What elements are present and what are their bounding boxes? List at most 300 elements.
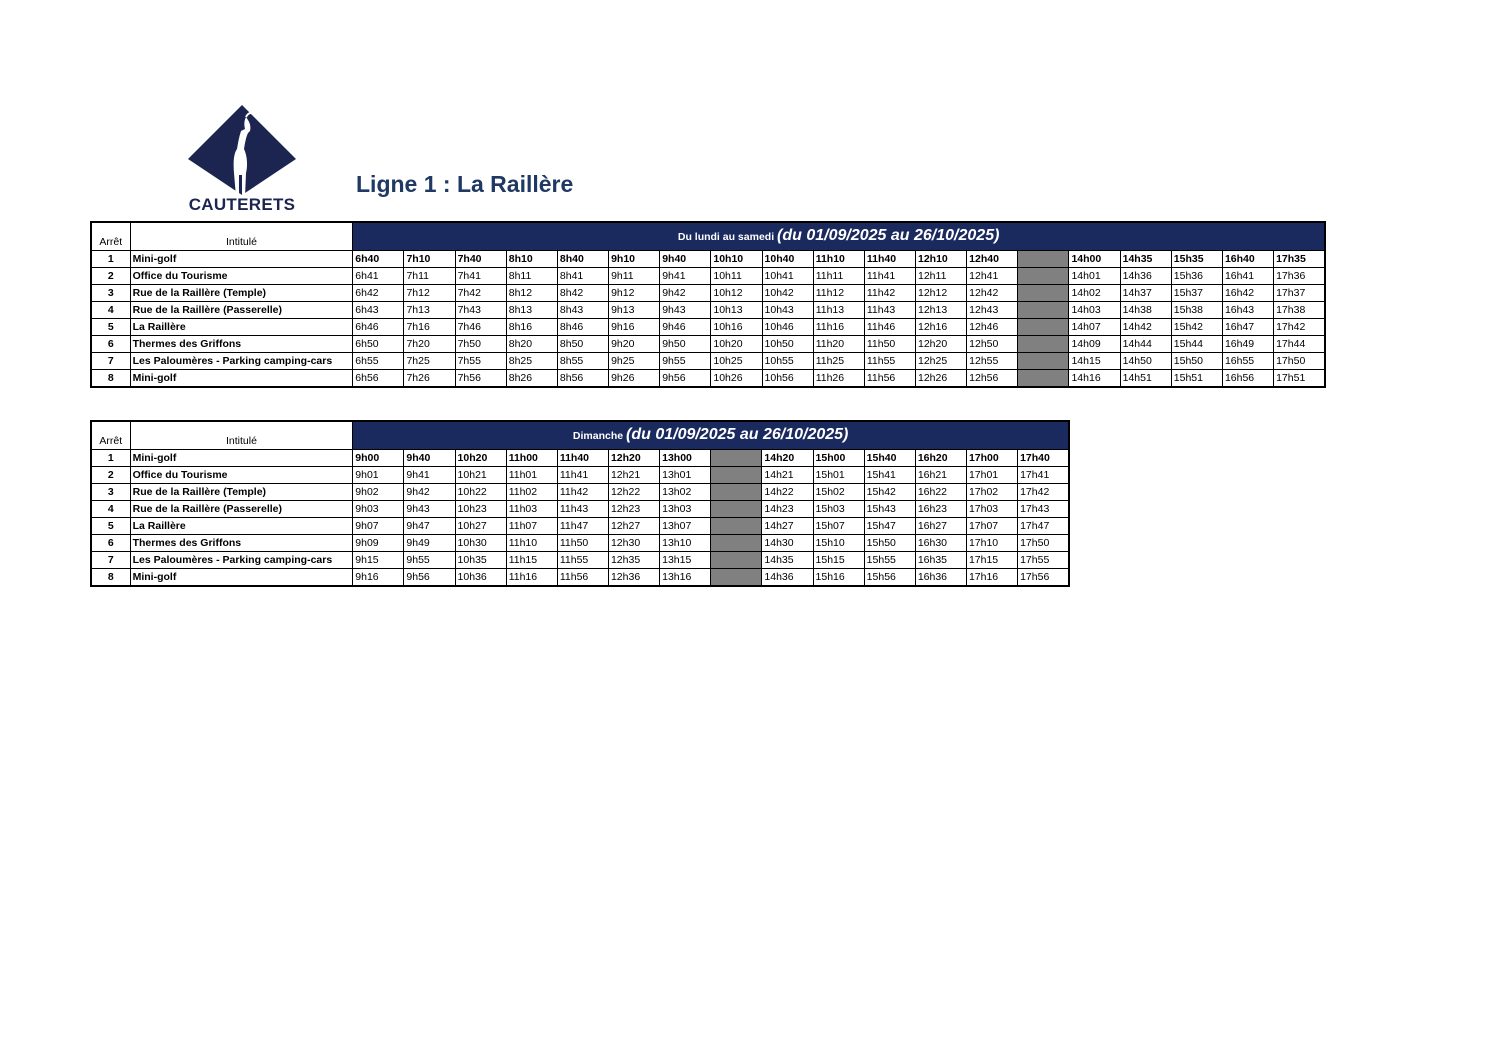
departure-time: 14h51: [1120, 370, 1171, 388]
departure-time: 16h43: [1222, 302, 1273, 319]
table-row: [91, 353, 1325, 370]
departure-time: 10h30: [455, 535, 506, 552]
departure-time: 10h35: [455, 552, 506, 569]
departure-time: 16h22: [915, 484, 966, 501]
departure-time: 12h42: [967, 285, 1018, 302]
departure-time: 17h07: [966, 518, 1017, 535]
midday-break-cell: [1018, 302, 1069, 319]
departure-time: 6h56: [353, 370, 404, 388]
departure-time: 6h46: [353, 319, 404, 336]
departure-time: 17h55: [1018, 552, 1069, 569]
departure-time: 8h50: [557, 336, 608, 353]
departure-time: 12h25: [916, 353, 967, 370]
departure-time: 13h03: [660, 501, 711, 518]
departure-time: 15h41: [864, 467, 915, 484]
departure-time: 11h50: [557, 535, 608, 552]
departure-time: 8h12: [506, 285, 557, 302]
departure-time: 9h42: [404, 484, 455, 501]
departure-time: 9h26: [609, 370, 660, 388]
stop-number: 4: [91, 501, 130, 518]
departure-time: 13h02: [660, 484, 711, 501]
departure-time: 12h36: [608, 569, 659, 587]
departure-time: 9h40: [404, 450, 455, 467]
stop-number: 1: [91, 450, 130, 467]
departure-time: 15h51: [1171, 370, 1222, 388]
stop-number: 6: [91, 535, 130, 552]
midday-break-cell: [1018, 336, 1069, 353]
departure-time: 6h41: [353, 268, 404, 285]
departure-time: 9h01: [353, 467, 404, 484]
departure-time: 14h36: [1120, 268, 1171, 285]
page-title: Ligne 1 : La Raillère: [356, 171, 574, 197]
departure-time: 15h44: [1171, 336, 1222, 353]
departure-time: 12h26: [916, 370, 967, 388]
weekday-period: (du 01/09/2025 au 26/10/2025): [777, 227, 1000, 244]
departure-time: 9h49: [404, 535, 455, 552]
departure-time: 11h50: [864, 336, 915, 353]
departure-time: 10h36: [455, 569, 506, 587]
stop-name: La Raillère: [130, 518, 353, 535]
stop-name: Office du Tourisme: [130, 467, 353, 484]
departure-time: 16h47: [1222, 319, 1273, 336]
departure-time: 13h15: [660, 552, 711, 569]
departure-time: 15h03: [813, 501, 864, 518]
departure-time: 12h20: [916, 336, 967, 353]
stop-name: Mini-golf: [130, 251, 353, 268]
departure-time: 13h01: [660, 467, 711, 484]
departure-time: 16h20: [915, 450, 966, 467]
departure-time: 14h16: [1069, 370, 1120, 388]
stop-number: 8: [91, 569, 130, 587]
departure-time: 14h23: [762, 501, 813, 518]
departure-time: 11h26: [813, 370, 864, 388]
departure-time: 7h41: [455, 268, 506, 285]
departure-time: 17h02: [966, 484, 1017, 501]
departure-time: 9h55: [660, 353, 711, 370]
departure-time: 16h55: [1222, 353, 1273, 370]
departure-time: 14h15: [1069, 353, 1120, 370]
departure-time: 17h40: [1018, 450, 1069, 467]
departure-time: 11h13: [813, 302, 864, 319]
departure-time: 9h43: [404, 501, 455, 518]
departure-time: 11h02: [506, 484, 557, 501]
departure-time: 9h40: [660, 251, 711, 268]
departure-time: 15h38: [1171, 302, 1222, 319]
departure-time: 17h38: [1274, 302, 1325, 319]
departure-time: 17h56: [1018, 569, 1069, 587]
departure-time: 9h02: [353, 484, 404, 501]
sunday-title: Dimanche: [572, 430, 624, 442]
departure-time: 15h35: [1171, 251, 1222, 268]
departure-time: 11h56: [557, 569, 608, 587]
departure-time: 6h50: [353, 336, 404, 353]
departure-time: 12h43: [967, 302, 1018, 319]
departure-time: 8h26: [506, 370, 557, 388]
table-row: [91, 370, 1325, 388]
departure-time: 9h09: [353, 535, 404, 552]
departure-time: 11h16: [506, 569, 557, 587]
midday-break-cell: [1018, 370, 1069, 388]
midday-break-cell: [711, 552, 762, 569]
departure-time: 9h46: [660, 319, 711, 336]
departure-time: 15h50: [1171, 353, 1222, 370]
departure-time: 14h22: [762, 484, 813, 501]
departure-time: 16h27: [915, 518, 966, 535]
departure-time: 8h40: [557, 251, 608, 268]
departure-time: 16h30: [915, 535, 966, 552]
departure-time: 11h00: [506, 450, 557, 467]
departure-time: 17h01: [966, 467, 1017, 484]
departure-time: 17h51: [1274, 370, 1325, 388]
departure-time: 9h20: [609, 336, 660, 353]
departure-time: 8h25: [506, 353, 557, 370]
departure-time: 15h43: [864, 501, 915, 518]
departure-time: 17h41: [1018, 467, 1069, 484]
departure-time: 15h00: [813, 450, 864, 467]
departure-time: 17h37: [1274, 285, 1325, 302]
stop-name: La Raillère: [130, 319, 353, 336]
departure-time: 8h46: [557, 319, 608, 336]
sunday-timetable: [90, 420, 1070, 587]
logo-text: CAUTERETS: [188, 195, 296, 214]
table-row: [91, 302, 1325, 319]
stop-number: 2: [91, 268, 130, 285]
departure-time: 16h21: [915, 467, 966, 484]
midday-break-cell: [711, 467, 762, 484]
stop-number: 5: [91, 319, 130, 336]
weekday-timetable: [90, 221, 1326, 388]
departure-time: 8h55: [557, 353, 608, 370]
departure-time: 12h35: [608, 552, 659, 569]
departure-time: 14h42: [1120, 319, 1171, 336]
table-row: [91, 268, 1325, 285]
departure-time: 11h56: [864, 370, 915, 388]
stop-number: 3: [91, 484, 130, 501]
midday-break-cell: [711, 501, 762, 518]
table-row: [91, 336, 1325, 353]
table-row: [91, 518, 1069, 535]
departure-time: 17h10: [966, 535, 1017, 552]
departure-time: 12h56: [967, 370, 1018, 388]
departure-time: 9h11: [609, 268, 660, 285]
departure-time: 14h09: [1069, 336, 1120, 353]
departure-time: 10h20: [711, 336, 762, 353]
departure-time: 11h42: [864, 285, 915, 302]
table-row: [91, 569, 1069, 587]
departure-time: 14h38: [1120, 302, 1171, 319]
stop-name: Thermes des Griffons: [130, 336, 353, 353]
departure-time: 17h42: [1274, 319, 1325, 336]
departure-time: 7h12: [404, 285, 455, 302]
departure-time: 6h55: [353, 353, 404, 370]
departure-time: 11h40: [864, 251, 915, 268]
departure-time: 9h16: [353, 569, 404, 587]
departure-time: 10h22: [455, 484, 506, 501]
departure-time: 9h56: [660, 370, 711, 388]
departure-time: 10h55: [762, 353, 813, 370]
departure-time: 15h10: [813, 535, 864, 552]
departure-time: 14h36: [762, 569, 813, 587]
departure-time: 14h30: [762, 535, 813, 552]
departure-time: 15h42: [864, 484, 915, 501]
stop-name: Les Paloumères - Parking camping-cars: [130, 552, 353, 569]
table-row: [91, 285, 1325, 302]
departure-time: 13h00: [660, 450, 711, 467]
table-row: [91, 484, 1069, 501]
stop-name: Rue de la Raillère (Temple): [130, 285, 353, 302]
midday-break-cell: [1018, 353, 1069, 370]
stop-name: Les Paloumères - Parking camping-cars: [130, 353, 353, 370]
departure-time: 10h13: [711, 302, 762, 319]
departure-time: 9h55: [404, 552, 455, 569]
departure-time: 7h26: [404, 370, 455, 388]
departure-time: 15h55: [864, 552, 915, 569]
table-row: [91, 450, 1069, 467]
departure-time: 17h42: [1018, 484, 1069, 501]
departure-time: 10h21: [455, 467, 506, 484]
table-row: [91, 251, 1325, 268]
departure-time: 12h27: [608, 518, 659, 535]
departure-time: 12h16: [916, 319, 967, 336]
departure-time: 11h43: [864, 302, 915, 319]
departure-time: 14h00: [1069, 251, 1120, 268]
departure-time: 11h11: [813, 268, 864, 285]
departure-time: 12h11: [916, 268, 967, 285]
departure-time: 7h16: [404, 319, 455, 336]
departure-time: 10h11: [711, 268, 762, 285]
departure-time: 17h00: [966, 450, 1017, 467]
departure-time: 9h43: [660, 302, 711, 319]
departure-time: 12h41: [967, 268, 1018, 285]
departure-time: 14h07: [1069, 319, 1120, 336]
departure-time: 8h11: [506, 268, 557, 285]
departure-time: 15h15: [813, 552, 864, 569]
chamois-icon: [184, 103, 300, 195]
departure-time: 11h25: [813, 353, 864, 370]
departure-time: 10h10: [711, 251, 762, 268]
departure-time: 16h23: [915, 501, 966, 518]
stop-name: Mini-golf: [130, 569, 353, 587]
departure-time: 16h40: [1222, 251, 1273, 268]
stop-name: Rue de la Raillère (Passerelle): [130, 501, 353, 518]
departure-time: 9h15: [353, 552, 404, 569]
departure-time: 8h16: [506, 319, 557, 336]
departure-time: 14h50: [1120, 353, 1171, 370]
cauterets-logo: [184, 103, 300, 217]
departure-time: 9h10: [609, 251, 660, 268]
departure-time: 11h20: [813, 336, 864, 353]
table-row: [91, 501, 1069, 518]
departure-time: 11h55: [557, 552, 608, 569]
departure-time: 7h11: [404, 268, 455, 285]
departure-time: 7h20: [404, 336, 455, 353]
departure-time: 14h03: [1069, 302, 1120, 319]
departure-time: 17h50: [1018, 535, 1069, 552]
departure-time: 8h13: [506, 302, 557, 319]
departure-time: 9h25: [609, 353, 660, 370]
departure-time: 7h46: [455, 319, 506, 336]
departure-time: 9h12: [609, 285, 660, 302]
midday-break-cell: [711, 569, 762, 587]
stop-number: 5: [91, 518, 130, 535]
departure-time: 9h07: [353, 518, 404, 535]
departure-time: 8h56: [557, 370, 608, 388]
departure-time: 12h13: [916, 302, 967, 319]
departure-time: 15h36: [1171, 268, 1222, 285]
departure-time: 15h42: [1171, 319, 1222, 336]
departure-time: 17h16: [966, 569, 1017, 587]
midday-break-cell: [711, 518, 762, 535]
departure-time: 12h12: [916, 285, 967, 302]
departure-time: 14h21: [762, 467, 813, 484]
departure-time: 8h42: [557, 285, 608, 302]
stop-number: 4: [91, 302, 130, 319]
departure-time: 14h27: [762, 518, 813, 535]
departure-time: 13h10: [660, 535, 711, 552]
departure-time: 10h20: [455, 450, 506, 467]
weekday-banner: [353, 222, 1325, 251]
stop-number: 3: [91, 285, 130, 302]
departure-time: 15h37: [1171, 285, 1222, 302]
stop-number: 7: [91, 552, 130, 569]
departure-time: 9h41: [660, 268, 711, 285]
departure-time: 10h56: [762, 370, 813, 388]
sunday-period: (du 01/09/2025 au 26/10/2025): [626, 426, 849, 443]
departure-time: 11h42: [557, 484, 608, 501]
departure-time: 11h10: [813, 251, 864, 268]
departure-time: 16h56: [1222, 370, 1273, 388]
stop-number: 6: [91, 336, 130, 353]
departure-time: 10h26: [711, 370, 762, 388]
departure-time: 8h41: [557, 268, 608, 285]
departure-time: 8h10: [506, 251, 557, 268]
table-row: [91, 552, 1069, 569]
departure-time: 15h01: [813, 467, 864, 484]
departure-time: 9h16: [609, 319, 660, 336]
departure-time: 14h01: [1069, 268, 1120, 285]
table-row: [91, 467, 1069, 484]
departure-time: 14h44: [1120, 336, 1171, 353]
departure-time: 7h25: [404, 353, 455, 370]
departure-time: 11h43: [557, 501, 608, 518]
table-row: [91, 535, 1069, 552]
departure-time: 15h07: [813, 518, 864, 535]
departure-time: 17h35: [1274, 251, 1325, 268]
departure-time: 11h15: [506, 552, 557, 569]
stop-number: 7: [91, 353, 130, 370]
departure-time: 11h40: [557, 450, 608, 467]
departure-time: 7h43: [455, 302, 506, 319]
departure-time: 14h37: [1120, 285, 1171, 302]
departure-time: 10h16: [711, 319, 762, 336]
departure-time: 15h16: [813, 569, 864, 587]
stop-number: 2: [91, 467, 130, 484]
stop-name: Thermes des Griffons: [130, 535, 353, 552]
departure-time: 17h50: [1274, 353, 1325, 370]
departure-time: 12h10: [916, 251, 967, 268]
departure-time: 13h07: [660, 518, 711, 535]
departure-time: 10h43: [762, 302, 813, 319]
departure-time: 9h47: [404, 518, 455, 535]
midday-break-cell: [711, 535, 762, 552]
sunday-banner: [353, 421, 1069, 450]
departure-time: 16h36: [915, 569, 966, 587]
departure-time: 9h03: [353, 501, 404, 518]
midday-break-cell: [1018, 268, 1069, 285]
departure-time: 11h47: [557, 518, 608, 535]
departure-time: 11h16: [813, 319, 864, 336]
departure-time: 17h03: [966, 501, 1017, 518]
departure-time: 10h50: [762, 336, 813, 353]
departure-time: 12h46: [967, 319, 1018, 336]
departure-time: 6h42: [353, 285, 404, 302]
column-header-stop: Arrêt: [91, 421, 130, 450]
departure-time: 9h00: [353, 450, 404, 467]
departure-time: 17h15: [966, 552, 1017, 569]
departure-time: 9h42: [660, 285, 711, 302]
stop-number: 8: [91, 370, 130, 388]
departure-time: 10h27: [455, 518, 506, 535]
departure-time: 8h20: [506, 336, 557, 353]
stop-name: Rue de la Raillère (Temple): [130, 484, 353, 501]
stop-name: Office du Tourisme: [130, 268, 353, 285]
departure-time: 13h16: [660, 569, 711, 587]
departure-time: 7h13: [404, 302, 455, 319]
column-header-stop: Arrêt: [91, 222, 130, 251]
departure-time: 12h23: [608, 501, 659, 518]
stop-name: Rue de la Raillère (Passerelle): [130, 302, 353, 319]
departure-time: 10h23: [455, 501, 506, 518]
departure-time: 9h56: [404, 569, 455, 587]
departure-time: 17h36: [1274, 268, 1325, 285]
midday-break-cell: [1018, 285, 1069, 302]
departure-time: 15h47: [864, 518, 915, 535]
departure-time: 7h50: [455, 336, 506, 353]
departure-time: 11h55: [864, 353, 915, 370]
table-row: [91, 319, 1325, 336]
midday-break-cell: [1018, 251, 1069, 268]
departure-time: 14h02: [1069, 285, 1120, 302]
departure-time: 9h50: [660, 336, 711, 353]
departure-time: 10h12: [711, 285, 762, 302]
departure-time: 14h20: [762, 450, 813, 467]
column-header-name: Intitulé: [130, 222, 353, 251]
midday-break-cell: [711, 450, 762, 467]
departure-time: 15h56: [864, 569, 915, 587]
column-header-name: Intitulé: [130, 421, 353, 450]
departure-time: 10h41: [762, 268, 813, 285]
departure-time: 7h55: [455, 353, 506, 370]
departure-time: 10h25: [711, 353, 762, 370]
weekday-title: Du lundi au samedi: [677, 231, 775, 243]
departure-time: 10h40: [762, 251, 813, 268]
departure-time: 16h42: [1222, 285, 1273, 302]
departure-time: 17h44: [1274, 336, 1325, 353]
departure-time: 12h50: [967, 336, 1018, 353]
departure-time: 16h35: [915, 552, 966, 569]
departure-time: 11h01: [506, 467, 557, 484]
midday-break-cell: [1018, 319, 1069, 336]
departure-time: 12h20: [608, 450, 659, 467]
departure-time: 10h46: [762, 319, 813, 336]
departure-time: 11h41: [557, 467, 608, 484]
departure-time: 17h43: [1018, 501, 1069, 518]
departure-time: 17h47: [1018, 518, 1069, 535]
departure-time: 11h12: [813, 285, 864, 302]
departure-time: 7h56: [455, 370, 506, 388]
departure-time: 9h13: [609, 302, 660, 319]
departure-time: 7h10: [404, 251, 455, 268]
